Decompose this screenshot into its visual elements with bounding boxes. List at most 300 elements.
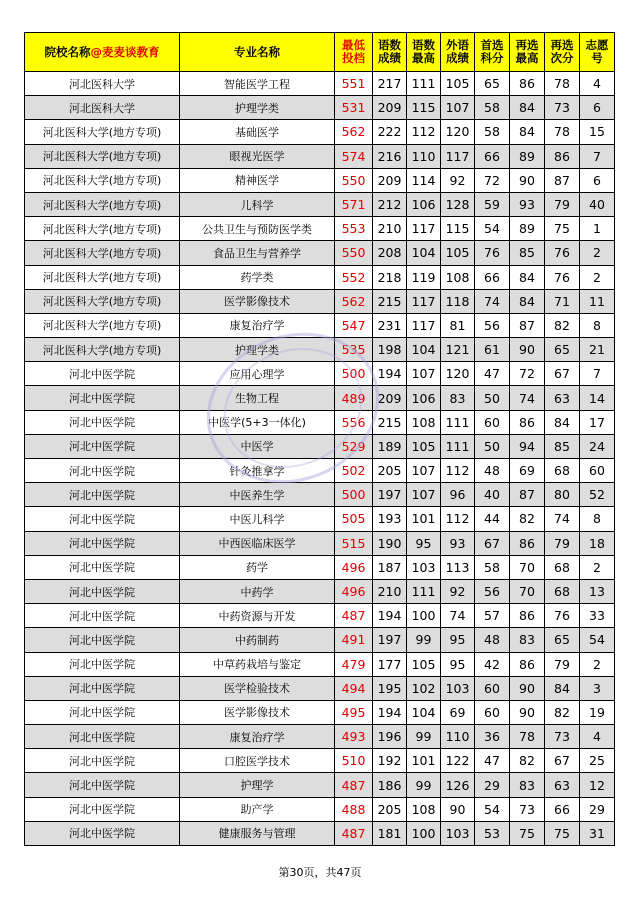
cell-chinese-max: 100 <box>407 604 441 628</box>
cell-chinese-score: 218 <box>373 265 407 289</box>
cell-school: 河北医科大学(地方专项) <box>25 192 180 216</box>
cell-choice-no: 1 <box>580 217 615 241</box>
cell-choice-no: 21 <box>580 338 615 362</box>
cell-min-score: 510 <box>335 749 373 773</box>
cell-min-score: 494 <box>335 676 373 700</box>
cell-reselect-max: 69 <box>510 459 545 483</box>
cell-choice-no: 31 <box>580 821 615 845</box>
cell-first-subject: 47 <box>475 362 510 386</box>
cell-reselect-second: 76 <box>545 604 580 628</box>
cell-choice-no: 15 <box>580 120 615 144</box>
cell-choice-no: 19 <box>580 700 615 724</box>
table-row <box>25 289 615 313</box>
cell-chinese-max: 99 <box>407 725 441 749</box>
cell-first-subject: 44 <box>475 507 510 531</box>
cell-choice-no: 25 <box>580 749 615 773</box>
cell-school: 河北医科大学(地方专项) <box>25 265 180 289</box>
cell-reselect-max: 90 <box>510 700 545 724</box>
cell-first-subject: 59 <box>475 192 510 216</box>
cell-reselect-second: 74 <box>545 507 580 531</box>
cell-choice-no: 3 <box>580 676 615 700</box>
cell-choice-no: 33 <box>580 604 615 628</box>
cell-foreign-score: 122 <box>441 749 475 773</box>
cell-chinese-score: 212 <box>373 192 407 216</box>
cell-choice-no: 7 <box>580 362 615 386</box>
cell-major: 中医儿科学 <box>180 507 335 531</box>
cell-chinese-score: 193 <box>373 507 407 531</box>
cell-major: 中草药栽培与鉴定 <box>180 652 335 676</box>
cell-reselect-max: 84 <box>510 120 545 144</box>
cell-choice-no: 24 <box>580 434 615 458</box>
cell-chinese-score: 222 <box>373 120 407 144</box>
cell-reselect-max: 86 <box>510 531 545 555</box>
cell-chinese-max: 111 <box>407 579 441 603</box>
cell-major: 护理学类 <box>180 96 335 120</box>
cell-foreign-score: 112 <box>441 459 475 483</box>
cell-major: 应用心理学 <box>180 362 335 386</box>
cell-reselect-second: 67 <box>545 749 580 773</box>
cell-min-score: 556 <box>335 410 373 434</box>
cell-chinese-score: 192 <box>373 749 407 773</box>
cell-reselect-second: 87 <box>545 168 580 192</box>
cell-chinese-max: 99 <box>407 628 441 652</box>
cell-chinese-score: 217 <box>373 72 407 96</box>
cell-first-subject: 48 <box>475 459 510 483</box>
cell-reselect-second: 85 <box>545 434 580 458</box>
cell-chinese-score: 195 <box>373 676 407 700</box>
cell-reselect-max: 86 <box>510 604 545 628</box>
cell-school: 河北中医学院 <box>25 507 180 531</box>
cell-reselect-max: 87 <box>510 483 545 507</box>
cell-chinese-score: 187 <box>373 555 407 579</box>
cell-chinese-max: 102 <box>407 676 441 700</box>
cell-major: 针灸推拿学 <box>180 459 335 483</box>
cell-major: 医学影像技术 <box>180 700 335 724</box>
cell-school: 河北医科大学 <box>25 72 180 96</box>
cell-major: 中医养生学 <box>180 483 335 507</box>
cell-foreign-score: 107 <box>441 96 475 120</box>
cell-choice-no: 6 <box>580 96 615 120</box>
cell-reselect-second: 78 <box>545 120 580 144</box>
cell-school: 河北中医学院 <box>25 604 180 628</box>
cell-chinese-score: 216 <box>373 144 407 168</box>
cell-choice-no: 40 <box>580 192 615 216</box>
table-row <box>25 144 615 168</box>
cell-choice-no: 6 <box>580 168 615 192</box>
cell-min-score: 562 <box>335 289 373 313</box>
table-row <box>25 797 615 821</box>
cell-min-score: 553 <box>335 217 373 241</box>
cell-foreign-score: 110 <box>441 725 475 749</box>
cell-chinese-max: 106 <box>407 192 441 216</box>
cell-foreign-score: 115 <box>441 217 475 241</box>
cell-first-subject: 74 <box>475 289 510 313</box>
cell-min-score: 495 <box>335 700 373 724</box>
cell-min-score: 550 <box>335 241 373 265</box>
cell-major: 精神医学 <box>180 168 335 192</box>
cell-chinese-max: 101 <box>407 749 441 773</box>
cell-foreign-score: 93 <box>441 531 475 555</box>
cell-major: 护理学类 <box>180 338 335 362</box>
cell-min-score: 550 <box>335 168 373 192</box>
cell-reselect-second: 73 <box>545 725 580 749</box>
cell-reselect-second: 82 <box>545 313 580 337</box>
cell-first-subject: 42 <box>475 652 510 676</box>
cell-reselect-max: 89 <box>510 217 545 241</box>
cell-foreign-score: 111 <box>441 434 475 458</box>
cell-chinese-max: 104 <box>407 241 441 265</box>
cell-min-score: 500 <box>335 362 373 386</box>
cell-choice-no: 17 <box>580 410 615 434</box>
cell-chinese-max: 117 <box>407 289 441 313</box>
cell-chinese-score: 177 <box>373 652 407 676</box>
cell-first-subject: 54 <box>475 217 510 241</box>
cell-first-subject: 76 <box>475 241 510 265</box>
cell-reselect-max: 87 <box>510 313 545 337</box>
cell-school: 河北医科大学 <box>25 96 180 120</box>
cell-school: 河北中医学院 <box>25 628 180 652</box>
table-row <box>25 652 615 676</box>
cell-min-score: 535 <box>335 338 373 362</box>
table-row <box>25 120 615 144</box>
cell-reselect-max: 74 <box>510 386 545 410</box>
cell-foreign-score: 81 <box>441 313 475 337</box>
cell-choice-no: 52 <box>580 483 615 507</box>
cell-major: 中药资源与开发 <box>180 604 335 628</box>
cell-school: 河北中医学院 <box>25 410 180 434</box>
table-row <box>25 265 615 289</box>
cell-major: 食品卫生与营养学 <box>180 241 335 265</box>
cell-first-subject: 60 <box>475 676 510 700</box>
cell-min-score: 515 <box>335 531 373 555</box>
cell-min-score: 493 <box>335 725 373 749</box>
cell-chinese-max: 117 <box>407 217 441 241</box>
cell-chinese-max: 107 <box>407 483 441 507</box>
table-row <box>25 604 615 628</box>
cell-chinese-max: 108 <box>407 797 441 821</box>
cell-chinese-max: 104 <box>407 338 441 362</box>
cell-school: 河北中医学院 <box>25 676 180 700</box>
col-header-min-score: 最低投档 <box>335 33 373 72</box>
cell-choice-no: 29 <box>580 797 615 821</box>
cell-chinese-score: 194 <box>373 362 407 386</box>
cell-chinese-score: 190 <box>373 531 407 555</box>
cell-school: 河北医科大学(地方专项) <box>25 168 180 192</box>
cell-foreign-score: 69 <box>441 700 475 724</box>
cell-choice-no: 18 <box>580 531 615 555</box>
cell-reselect-max: 86 <box>510 410 545 434</box>
table-row <box>25 749 615 773</box>
cell-foreign-score: 105 <box>441 241 475 265</box>
cell-min-score: 496 <box>335 555 373 579</box>
cell-first-subject: 66 <box>475 144 510 168</box>
cell-chinese-score: 197 <box>373 628 407 652</box>
cell-choice-no: 54 <box>580 628 615 652</box>
cell-school: 河北医科大学(地方专项) <box>25 289 180 313</box>
table-row <box>25 507 615 531</box>
cell-first-subject: 48 <box>475 628 510 652</box>
cell-foreign-score: 83 <box>441 386 475 410</box>
cell-first-subject: 61 <box>475 338 510 362</box>
cell-chinese-max: 104 <box>407 700 441 724</box>
cell-reselect-max: 93 <box>510 192 545 216</box>
cell-reselect-max: 86 <box>510 652 545 676</box>
cell-foreign-score: 108 <box>441 265 475 289</box>
cell-major: 生物工程 <box>180 386 335 410</box>
cell-chinese-score: 231 <box>373 313 407 337</box>
cell-school: 河北中医学院 <box>25 797 180 821</box>
cell-reselect-second: 80 <box>545 483 580 507</box>
cell-reselect-second: 82 <box>545 700 580 724</box>
cell-reselect-second: 65 <box>545 338 580 362</box>
cell-chinese-max: 101 <box>407 507 441 531</box>
cell-first-subject: 67 <box>475 531 510 555</box>
cell-choice-no: 13 <box>580 579 615 603</box>
cell-school: 河北医科大学(地方专项) <box>25 241 180 265</box>
cell-first-subject: 58 <box>475 96 510 120</box>
cell-school: 河北中医学院 <box>25 725 180 749</box>
cell-school: 河北中医学院 <box>25 555 180 579</box>
cell-first-subject: 47 <box>475 749 510 773</box>
cell-first-subject: 57 <box>475 604 510 628</box>
cell-reselect-max: 83 <box>510 628 545 652</box>
cell-first-subject: 56 <box>475 313 510 337</box>
cell-first-subject: 65 <box>475 72 510 96</box>
cell-chinese-max: 107 <box>407 362 441 386</box>
cell-foreign-score: 92 <box>441 579 475 603</box>
cell-reselect-max: 70 <box>510 579 545 603</box>
cell-first-subject: 58 <box>475 120 510 144</box>
cell-major: 医学检验技术 <box>180 676 335 700</box>
cell-reselect-second: 86 <box>545 144 580 168</box>
cell-reselect-second: 68 <box>545 555 580 579</box>
cell-first-subject: 50 <box>475 386 510 410</box>
cell-chinese-max: 112 <box>407 120 441 144</box>
cell-chinese-max: 105 <box>407 434 441 458</box>
cell-foreign-score: 111 <box>441 410 475 434</box>
cell-chinese-max: 110 <box>407 144 441 168</box>
cell-min-score: 551 <box>335 72 373 96</box>
cell-min-score: 500 <box>335 483 373 507</box>
cell-chinese-max: 103 <box>407 555 441 579</box>
cell-chinese-score: 215 <box>373 289 407 313</box>
cell-min-score: 552 <box>335 265 373 289</box>
table-row <box>25 313 615 337</box>
cell-major: 智能医学工程 <box>180 72 335 96</box>
cell-chinese-max: 108 <box>407 410 441 434</box>
cell-major: 助产学 <box>180 797 335 821</box>
cell-min-score: 488 <box>335 797 373 821</box>
table-row <box>25 579 615 603</box>
cell-min-score: 479 <box>335 652 373 676</box>
cell-major: 儿科学 <box>180 192 335 216</box>
cell-reselect-second: 67 <box>545 362 580 386</box>
cell-school: 河北医科大学(地方专项) <box>25 313 180 337</box>
cell-reselect-second: 68 <box>545 459 580 483</box>
cell-chinese-score: 209 <box>373 386 407 410</box>
table-row <box>25 217 615 241</box>
cell-chinese-max: 95 <box>407 531 441 555</box>
cell-first-subject: 66 <box>475 265 510 289</box>
cell-reselect-max: 82 <box>510 749 545 773</box>
cell-chinese-max: 105 <box>407 652 441 676</box>
cell-major: 药学类 <box>180 265 335 289</box>
cell-min-score: 571 <box>335 192 373 216</box>
cell-chinese-max: 99 <box>407 773 441 797</box>
cell-reselect-max: 73 <box>510 797 545 821</box>
cell-chinese-score: 209 <box>373 96 407 120</box>
cell-first-subject: 54 <box>475 797 510 821</box>
cell-major: 健康服务与管理 <box>180 821 335 845</box>
cell-chinese-max: 117 <box>407 313 441 337</box>
header-row <box>25 33 615 72</box>
cell-major: 康复治疗学 <box>180 313 335 337</box>
cell-reselect-second: 71 <box>545 289 580 313</box>
cell-reselect-max: 82 <box>510 507 545 531</box>
cell-min-score: 547 <box>335 313 373 337</box>
cell-reselect-max: 78 <box>510 725 545 749</box>
cell-reselect-max: 83 <box>510 773 545 797</box>
cell-reselect-max: 75 <box>510 821 545 845</box>
cell-school: 河北中医学院 <box>25 459 180 483</box>
cell-foreign-score: 120 <box>441 120 475 144</box>
cell-reselect-second: 75 <box>545 217 580 241</box>
cell-choice-no: 60 <box>580 459 615 483</box>
cell-chinese-max: 114 <box>407 168 441 192</box>
cell-choice-no: 2 <box>580 652 615 676</box>
cell-chinese-score: 208 <box>373 241 407 265</box>
cell-reselect-second: 84 <box>545 410 580 434</box>
cell-min-score: 562 <box>335 120 373 144</box>
cell-school: 河北中医学院 <box>25 386 180 410</box>
table-row <box>25 168 615 192</box>
table-row <box>25 386 615 410</box>
cell-school: 河北中医学院 <box>25 749 180 773</box>
cell-choice-no: 8 <box>580 313 615 337</box>
cell-chinese-score: 210 <box>373 579 407 603</box>
cell-school: 河北中医学院 <box>25 362 180 386</box>
cell-min-score: 502 <box>335 459 373 483</box>
cell-choice-no: 14 <box>580 386 615 410</box>
cell-choice-no: 4 <box>580 725 615 749</box>
cell-foreign-score: 90 <box>441 797 475 821</box>
col-header-choice-no: 志愿号 <box>580 33 615 72</box>
cell-reselect-second: 66 <box>545 797 580 821</box>
table-row <box>25 773 615 797</box>
cell-choice-no: 8 <box>580 507 615 531</box>
cell-major: 中药学 <box>180 579 335 603</box>
cell-min-score: 487 <box>335 604 373 628</box>
cell-min-score: 505 <box>335 507 373 531</box>
cell-chinese-score: 215 <box>373 410 407 434</box>
cell-reselect-second: 68 <box>545 579 580 603</box>
cell-reselect-max: 84 <box>510 96 545 120</box>
cell-reselect-max: 72 <box>510 362 545 386</box>
cell-first-subject: 60 <box>475 700 510 724</box>
cell-choice-no: 11 <box>580 289 615 313</box>
cell-major: 中药制药 <box>180 628 335 652</box>
cell-foreign-score: 117 <box>441 144 475 168</box>
cell-major: 公共卫生与预防医学类 <box>180 217 335 241</box>
cell-school: 河北医科大学(地方专项) <box>25 120 180 144</box>
cell-reselect-max: 90 <box>510 168 545 192</box>
page-number: 第30页，共47页 <box>278 866 362 879</box>
cell-major: 眼视光医学 <box>180 144 335 168</box>
cell-reselect-max: 90 <box>510 676 545 700</box>
cell-reselect-max: 94 <box>510 434 545 458</box>
cell-choice-no: 4 <box>580 72 615 96</box>
cell-foreign-score: 128 <box>441 192 475 216</box>
cell-min-score: 496 <box>335 579 373 603</box>
col-header-chinese-max: 语数最高 <box>407 33 441 72</box>
table-row <box>25 531 615 555</box>
cell-first-subject: 72 <box>475 168 510 192</box>
cell-reselect-max: 84 <box>510 289 545 313</box>
brand-watermark-text: @麦麦谈教育 <box>90 44 160 59</box>
cell-school: 河北中医学院 <box>25 531 180 555</box>
cell-major: 中西医临床医学 <box>180 531 335 555</box>
cell-chinese-score: 196 <box>373 725 407 749</box>
cell-min-score: 529 <box>335 434 373 458</box>
cell-reselect-second: 73 <box>545 96 580 120</box>
table-row <box>25 555 615 579</box>
cell-first-subject: 50 <box>475 434 510 458</box>
cell-foreign-score: 92 <box>441 168 475 192</box>
cell-school: 河北医科大学(地方专项) <box>25 338 180 362</box>
cell-first-subject: 58 <box>475 555 510 579</box>
cell-chinese-score: 198 <box>373 338 407 362</box>
table-row <box>25 192 615 216</box>
cell-chinese-score: 205 <box>373 459 407 483</box>
cell-reselect-second: 63 <box>545 386 580 410</box>
table-row <box>25 725 615 749</box>
cell-choice-no: 2 <box>580 241 615 265</box>
cell-major: 基础医学 <box>180 120 335 144</box>
cell-chinese-max: 100 <box>407 821 441 845</box>
cell-chinese-score: 197 <box>373 483 407 507</box>
cell-foreign-score: 103 <box>441 821 475 845</box>
cell-major: 药学 <box>180 555 335 579</box>
table-row <box>25 459 615 483</box>
cell-major: 中医学(5+3一体化) <box>180 410 335 434</box>
col-header-reselect-second: 再选次分 <box>545 33 580 72</box>
cell-chinese-max: 107 <box>407 459 441 483</box>
cell-foreign-score: 120 <box>441 362 475 386</box>
cell-min-score: 489 <box>335 386 373 410</box>
cell-reselect-max: 70 <box>510 555 545 579</box>
table-row <box>25 338 615 362</box>
cell-first-subject: 56 <box>475 579 510 603</box>
table-row <box>25 628 615 652</box>
cell-chinese-score: 194 <box>373 604 407 628</box>
cell-min-score: 531 <box>335 96 373 120</box>
cell-major: 中医学 <box>180 434 335 458</box>
cell-reselect-max: 90 <box>510 338 545 362</box>
cell-reselect-second: 76 <box>545 265 580 289</box>
cell-chinese-score: 205 <box>373 797 407 821</box>
cell-foreign-score: 103 <box>441 676 475 700</box>
cell-reselect-second: 75 <box>545 821 580 845</box>
cell-major: 医学影像技术 <box>180 289 335 313</box>
cell-reselect-max: 86 <box>510 72 545 96</box>
cell-school: 河北中医学院 <box>25 652 180 676</box>
cell-foreign-score: 96 <box>441 483 475 507</box>
table-row <box>25 483 615 507</box>
cell-school: 河北中医学院 <box>25 700 180 724</box>
cell-reselect-second: 84 <box>545 676 580 700</box>
cell-reselect-second: 79 <box>545 192 580 216</box>
cell-foreign-score: 113 <box>441 555 475 579</box>
